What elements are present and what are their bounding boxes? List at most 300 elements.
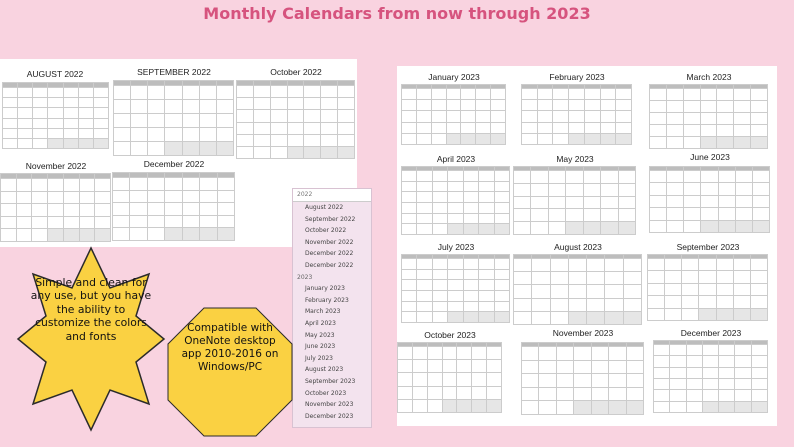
day-cell [531, 222, 548, 235]
day-cell [33, 98, 48, 108]
day-cell [48, 229, 64, 242]
day-cell [448, 182, 463, 193]
page-title: Monthly Calendars from now through 2023 [203, 4, 591, 23]
day-cell [717, 259, 734, 271]
day-cell [717, 125, 734, 137]
day-cell [200, 203, 217, 216]
day-cell [461, 89, 476, 100]
day-cell [80, 229, 96, 242]
day-cell [1, 204, 17, 217]
day-cell [413, 373, 428, 386]
day-cell [719, 221, 736, 233]
day-cell [464, 302, 479, 313]
day-cell [64, 108, 79, 118]
day-cell [398, 373, 413, 386]
day-cell [514, 285, 532, 298]
day-cell [557, 347, 574, 361]
day-cell [539, 388, 556, 402]
day-cell [165, 191, 182, 204]
day-cell [654, 390, 670, 401]
day-cell [94, 129, 109, 139]
day-cell [735, 345, 751, 356]
day-cell [587, 299, 605, 312]
day-cell [417, 224, 432, 235]
day-cell [464, 182, 479, 193]
day-cell [687, 402, 703, 413]
day-cell [402, 312, 417, 323]
day-cell [18, 88, 33, 98]
day-cell [684, 183, 701, 195]
day-cell [217, 114, 234, 128]
day-cell [165, 128, 182, 142]
day-cell [3, 119, 18, 129]
day-cell [703, 368, 719, 379]
day-cell [699, 271, 716, 283]
day-cell [432, 134, 447, 145]
day-cell [522, 100, 538, 111]
page-list-item[interactable]: April 2023 [305, 319, 336, 327]
day-cell [428, 360, 443, 373]
day-cell [587, 285, 605, 298]
day-cell [514, 171, 531, 184]
day-cell [148, 142, 165, 156]
day-cell [585, 123, 601, 134]
day-cell [587, 272, 605, 285]
day-cell [601, 171, 618, 184]
day-cell [566, 197, 583, 210]
day-cell [461, 134, 476, 145]
day-cell [237, 147, 254, 159]
day-cell [183, 114, 200, 128]
day-cell [665, 296, 682, 308]
day-cell [549, 171, 566, 184]
day-cell [592, 388, 609, 402]
day-cell [398, 360, 413, 373]
day-cell [557, 374, 574, 388]
day-cell [616, 89, 632, 100]
day-cell [495, 312, 510, 323]
day-cell [402, 259, 417, 270]
day-cell [218, 228, 235, 241]
page-list-item[interactable]: December 2022 [305, 250, 354, 258]
day-cell [417, 171, 432, 182]
day-cell [670, 379, 686, 390]
day-cell [719, 390, 735, 401]
day-cell [433, 171, 448, 182]
day-cell [33, 119, 48, 129]
day-cell [624, 312, 642, 325]
day-cell [338, 135, 355, 147]
day-cell [531, 171, 548, 184]
month-january-2023 [401, 70, 507, 146]
page-list-item[interactable]: October 2022 [305, 227, 347, 235]
month-title: August 2023 [554, 242, 602, 252]
day-cell [601, 184, 618, 197]
day-cell [650, 89, 667, 101]
day-cell [338, 86, 355, 98]
day-cell [551, 299, 569, 312]
day-cell [650, 208, 667, 220]
page-list-header-2022[interactable]: 2022 [293, 189, 371, 202]
day-cell [64, 204, 80, 217]
day-cell [601, 222, 618, 235]
day-cell [80, 204, 96, 217]
day-cell [487, 347, 502, 360]
day-cell [569, 89, 585, 100]
day-cell [584, 171, 601, 184]
day-cell [522, 374, 539, 388]
day-cell [684, 125, 701, 137]
page-list-item[interactable]: August 2022 [305, 204, 344, 211]
day-cell [183, 216, 200, 229]
day-cell [522, 361, 539, 375]
day-cell [64, 179, 80, 192]
day-cell [200, 86, 217, 100]
day-cell [522, 111, 538, 122]
day-cell [734, 113, 751, 125]
day-cell [699, 259, 716, 271]
day-cell [569, 100, 585, 111]
day-cell [3, 88, 18, 98]
day-cell [717, 296, 734, 308]
day-cell [609, 347, 626, 361]
day-cell [447, 123, 462, 134]
day-cell [413, 400, 428, 413]
day-cell [479, 259, 494, 270]
month-grid [513, 166, 636, 235]
day-cell [619, 171, 636, 184]
day-cell [574, 347, 591, 361]
day-cell [402, 270, 417, 281]
day-cell [667, 208, 684, 220]
page-list-item[interactable]: October 2023 [305, 389, 347, 397]
day-cell [3, 98, 18, 108]
day-cell [113, 228, 130, 241]
day-cell [183, 228, 200, 241]
day-cell [448, 203, 463, 214]
day-cell [551, 312, 569, 325]
day-cell [130, 191, 147, 204]
day-cell [165, 114, 182, 128]
day-cell [569, 111, 585, 122]
day-cell [514, 272, 532, 285]
day-cell [682, 284, 699, 296]
day-cell [402, 89, 417, 100]
day-cell [3, 108, 18, 118]
day-cell [574, 361, 591, 375]
page-list-item[interactable]: December 2022 [305, 261, 354, 269]
day-cell [3, 129, 18, 139]
day-cell [95, 192, 111, 205]
day-cell [148, 203, 165, 216]
page-list-item[interactable]: November 2023 [305, 401, 354, 409]
day-cell [684, 208, 701, 220]
day-cell [33, 139, 48, 149]
page-list-item[interactable]: May 2023 [305, 331, 335, 339]
day-cell [402, 111, 417, 122]
day-cell [433, 302, 448, 313]
day-cell [538, 123, 554, 134]
day-cell [650, 125, 667, 137]
day-cell [1, 217, 17, 230]
page-list-item[interactable]: August 2023 [305, 366, 344, 374]
day-cell [17, 192, 33, 205]
day-cell [701, 101, 718, 113]
day-cell [734, 296, 751, 308]
day-cell [522, 89, 538, 100]
day-cell [165, 142, 182, 156]
day-cell [735, 402, 751, 413]
day-cell [433, 270, 448, 281]
day-cell [553, 123, 569, 134]
day-cell [569, 123, 585, 134]
day-cell [271, 110, 288, 122]
month-title: July 2023 [437, 242, 475, 252]
day-cell [719, 345, 735, 356]
month-title: April 2023 [436, 154, 476, 164]
day-cell [457, 400, 472, 413]
day-cell [218, 216, 235, 229]
day-cell [417, 280, 432, 291]
day-cell [491, 123, 506, 134]
day-cell [417, 192, 432, 203]
day-cell [402, 100, 417, 111]
day-cell [464, 270, 479, 281]
day-cell [94, 88, 109, 98]
day-cell [80, 179, 96, 192]
day-cell [703, 402, 719, 413]
day-cell [402, 123, 417, 134]
month-july-2023 [401, 240, 511, 324]
day-cell [464, 214, 479, 225]
day-cell [448, 270, 463, 281]
day-cell [413, 387, 428, 400]
day-cell [539, 401, 556, 415]
day-cell [514, 184, 531, 197]
month-october-2022 [236, 67, 356, 159]
day-cell [553, 100, 569, 111]
month-title: December 2023 [680, 328, 742, 338]
day-cell [64, 119, 79, 129]
day-cell [48, 217, 64, 230]
month-title: March 2023 [686, 72, 732, 82]
page-list-header-2023[interactable]: 2023 [297, 273, 313, 281]
day-cell [495, 171, 510, 182]
day-cell [665, 259, 682, 271]
month-title: SEPTEMBER 2022 [137, 67, 211, 77]
day-cell [218, 191, 235, 204]
day-cell [254, 135, 271, 147]
day-cell [64, 229, 80, 242]
page-list-item[interactable]: February 2023 [305, 296, 349, 304]
day-cell [448, 224, 463, 235]
day-cell [522, 134, 538, 145]
day-cell [217, 128, 234, 142]
month-title: September 2023 [676, 242, 740, 252]
month-grid [649, 84, 768, 149]
day-cell [719, 171, 736, 183]
day-cell [601, 134, 617, 145]
day-cell [17, 229, 33, 242]
day-cell [609, 374, 626, 388]
day-cell [476, 123, 491, 134]
day-cell [183, 191, 200, 204]
day-cell [719, 402, 735, 413]
day-cell [271, 86, 288, 98]
day-cell [532, 272, 550, 285]
day-cell [569, 285, 587, 298]
day-cell [338, 110, 355, 122]
day-cell [1, 179, 17, 192]
day-cell [288, 98, 305, 110]
day-cell [665, 309, 682, 321]
page-list-item[interactable]: September 2022 [305, 215, 356, 223]
day-cell [539, 347, 556, 361]
page-list-item[interactable]: December 2023 [305, 412, 354, 420]
day-cell [271, 135, 288, 147]
page-list-item[interactable]: September 2023 [305, 377, 356, 385]
day-cell [428, 373, 443, 386]
day-cell [566, 171, 583, 184]
day-cell [417, 89, 432, 100]
day-cell [64, 98, 79, 108]
month-grid [521, 84, 632, 145]
day-cell [650, 101, 667, 113]
day-cell [464, 312, 479, 323]
day-cell [461, 111, 476, 122]
day-cell [609, 361, 626, 375]
day-cell [687, 345, 703, 356]
day-cell [495, 270, 510, 281]
day-cell [522, 347, 539, 361]
month-december-2023 [653, 326, 769, 416]
day-cell [601, 100, 617, 111]
day-cell [113, 203, 130, 216]
day-cell [650, 137, 667, 149]
day-cell [48, 179, 64, 192]
day-cell [200, 178, 217, 191]
day-cell [667, 101, 684, 113]
day-cell [479, 192, 494, 203]
day-cell [522, 401, 539, 415]
day-cell [402, 291, 417, 302]
month-grid [112, 172, 235, 241]
day-cell [684, 89, 701, 101]
day-cell [79, 119, 94, 129]
day-cell [48, 88, 63, 98]
day-cell [650, 113, 667, 125]
day-cell [682, 309, 699, 321]
day-cell [200, 114, 217, 128]
day-cell [64, 217, 80, 230]
day-cell [432, 123, 447, 134]
day-cell [753, 221, 770, 233]
page-list-item[interactable]: November 2022 [305, 238, 354, 246]
day-cell [701, 113, 718, 125]
day-cell [585, 111, 601, 122]
day-cell [48, 98, 63, 108]
day-cell [183, 142, 200, 156]
day-cell [495, 259, 510, 270]
day-cell [495, 192, 510, 203]
day-cell [670, 402, 686, 413]
day-cell [217, 142, 234, 156]
day-cell [592, 347, 609, 361]
day-cell [33, 108, 48, 118]
month-title: October 2022 [270, 67, 322, 77]
day-cell [417, 100, 432, 111]
month-grid [401, 254, 510, 323]
day-cell [288, 123, 305, 135]
day-cell [448, 259, 463, 270]
day-cell [64, 192, 80, 205]
day-cell [95, 179, 111, 192]
day-cell [183, 178, 200, 191]
day-cell [619, 222, 636, 235]
day-cell [33, 129, 48, 139]
day-cell [479, 291, 494, 302]
page-list-item[interactable]: June 2023 [305, 343, 336, 351]
day-cell [32, 217, 48, 230]
page-list-item[interactable]: July 2023 [305, 354, 333, 362]
day-cell [627, 374, 644, 388]
day-cell [448, 214, 463, 225]
month-may-2023 [513, 152, 637, 236]
day-cell [17, 204, 33, 217]
day-cell [736, 171, 753, 183]
day-cell [665, 271, 682, 283]
day-cell [479, 182, 494, 193]
day-cell [654, 345, 670, 356]
day-cell [402, 302, 417, 313]
day-cell [616, 134, 632, 145]
day-cell [48, 204, 64, 217]
month-august-2023 [513, 240, 643, 326]
month-title: February 2023 [549, 72, 605, 82]
day-cell [148, 216, 165, 229]
day-cell [113, 216, 130, 229]
day-cell [532, 285, 550, 298]
day-cell [1, 192, 17, 205]
day-cell [553, 89, 569, 100]
day-cell [428, 387, 443, 400]
day-cell [479, 312, 494, 323]
day-cell [667, 89, 684, 101]
day-cell [321, 110, 338, 122]
day-cell [538, 111, 554, 122]
day-cell [94, 108, 109, 118]
day-cell [735, 390, 751, 401]
day-cell [64, 129, 79, 139]
day-cell [624, 259, 642, 272]
day-cell [48, 192, 64, 205]
day-cell [736, 208, 753, 220]
day-cell [64, 88, 79, 98]
day-cell [532, 299, 550, 312]
day-cell [553, 111, 569, 122]
day-cell [752, 368, 768, 379]
day-cell [304, 147, 321, 159]
day-cell [574, 388, 591, 402]
page-list-item[interactable]: March 2023 [305, 308, 341, 316]
page-list-item[interactable]: January 2023 [305, 285, 345, 293]
day-cell [650, 196, 667, 208]
day-cell [200, 228, 217, 241]
day-cell [464, 259, 479, 270]
day-cell [417, 123, 432, 134]
day-cell [79, 108, 94, 118]
day-cell [321, 147, 338, 159]
